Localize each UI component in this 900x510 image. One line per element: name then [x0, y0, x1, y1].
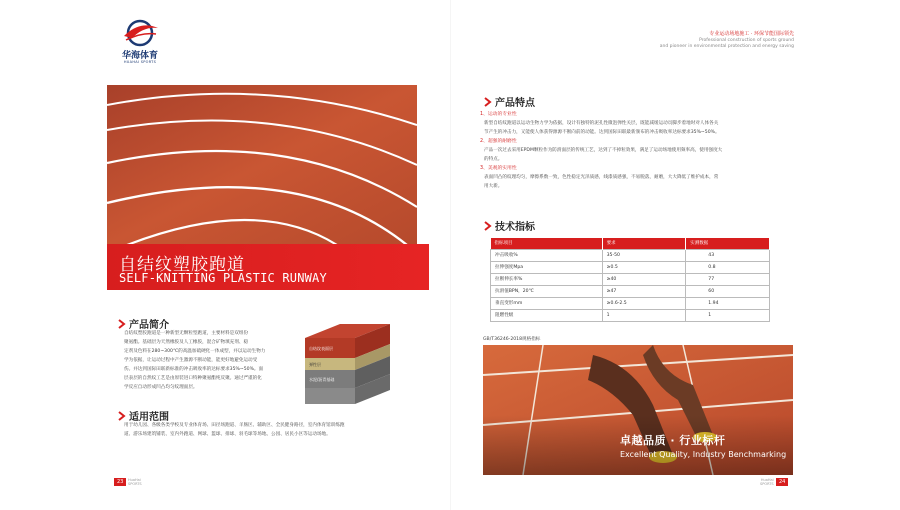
intro-line: 层表层的自然纹工艺是由原装进口特种聚氨酯纯反聚。通过严谨的化: [124, 376, 262, 381]
feature-item: [480, 110, 790, 137]
table-row: [491, 297, 770, 309]
scope-line: 用于幼儿园、各级各类学校及专业体育场、田径场跑道、羊肠区、辅助区、全民健身路径，室内体育馆训练跑: [124, 423, 345, 428]
spec-cell: 抗滑值BPN，20℃: [491, 285, 603, 297]
spec-cell: 1: [686, 309, 770, 321]
product-title-en: SELF-KNITTING PLASTIC RUNWAY: [119, 271, 327, 285]
spec-cell: 77: [686, 273, 770, 285]
intro-line: 伤。并达到国际田联新标准的冲击吸收率的达标要求35%~50%。面: [124, 367, 264, 372]
feature-line: 的特点。: [484, 157, 503, 162]
slogan-en: Excellent Quality, Industry Benchmarking: [620, 450, 787, 459]
spec-cell: 43: [686, 249, 770, 261]
intro-line: 学为依据，让运动过程中产生激源不断动能，能更好地避免运动受: [124, 358, 258, 363]
product-title-cn: 自结纹塑胶跑道: [119, 255, 245, 275]
feature-title: 2、超强的耐磨性: [480, 139, 517, 144]
spec-cell: ≥0.5: [602, 261, 686, 273]
spec-header: 实测数据: [686, 238, 770, 249]
spec-cell: ≥0.6-2.5: [602, 297, 686, 309]
logo-icon: [118, 18, 162, 48]
spec-cell: 垂直变形mm: [491, 297, 603, 309]
layer-diagram: [305, 320, 390, 410]
page-number-left: 23: [114, 478, 126, 486]
brand-logo: [110, 18, 170, 66]
slogan: [620, 432, 786, 459]
intro-line: 聚氨酯。基础层为天然橡胶及人工橡胶，混合矿物填充剂、稳: [124, 340, 249, 345]
table-row: [491, 261, 770, 273]
table-row: [491, 309, 770, 321]
spec-header: 指标项目: [491, 238, 603, 249]
feature-title: 1、运动的专业性: [480, 112, 517, 117]
tagline-en-1: Professional construction of sports ground: [699, 38, 794, 43]
track-photo: [107, 85, 417, 245]
feature-line: 节产生的冲击力，又能使人体获得源源不断向前的动能。达到国际田联最新颁布的冲击吸收率达标要求35%~50%。: [484, 130, 720, 135]
feature-line: 新型自结纹跑道以运动生物力学为依据，设计有独特的泥孔性微泡弹性关层，既能减缓运动员脚步着地时对人体各关: [484, 121, 719, 126]
track-image: [107, 85, 417, 245]
spec-cell: 拉断伸长率%: [491, 273, 603, 285]
features-list: [480, 110, 790, 191]
page-gutter: [450, 0, 451, 510]
layer-label-mid: 弹性层: [309, 362, 321, 367]
spec-header-row: [491, 238, 770, 249]
tagline-cn: 专业运动场地施工 · 环保节能国际领先: [709, 31, 794, 37]
intro-line: 定剂及色料在280~300℃的高温加硫硬化一体成型，并以运动生物力: [124, 349, 266, 354]
scope-text: [124, 421, 424, 439]
table-row: [491, 249, 770, 261]
scope-title: 适用范围: [129, 412, 169, 423]
product-title-banner: [107, 244, 429, 290]
feature-line: 用大新。: [484, 184, 503, 189]
layer-label-base: 水泥/沥青基础: [309, 377, 335, 382]
intro-line: 自结纹塑胶跑道是一种新型无颗粒型跑道，主要材料是双组份: [124, 331, 249, 336]
intro-title: 产品简介: [129, 320, 169, 331]
spec-cell: 0.8: [686, 261, 770, 273]
table-row: [491, 273, 770, 285]
chevron-icon: [118, 411, 126, 421]
features-heading: [484, 94, 535, 109]
feature-title: 3、美观的实用性: [480, 166, 517, 171]
specs-heading: [484, 218, 535, 233]
header-tagline: [594, 30, 794, 49]
brand-name: 华海体育: [121, 51, 158, 61]
intro-line: 学反应自动形成凹凸均匀纹理面层。: [124, 385, 198, 390]
intro-text: [124, 329, 304, 392]
layer-cross-section: [305, 320, 390, 410]
tagline-en-2: and pioneer in environmental protection and energy saving: [659, 43, 794, 49]
page-meta-right: [760, 478, 774, 486]
feature-line: 表面凹凸的纹理均匀，摩擦系数一致，色性稳定光泽质感，线漆质感强，不易脱落，耐磨，大大降低了维护成本，常: [484, 175, 719, 180]
spec-standard-note: GB/T36246-2018规格指标: [483, 337, 541, 342]
spec-cell: 拉伸强度Mpa: [491, 261, 603, 273]
page-meta-left-2: SPORTS: [128, 482, 142, 486]
page-meta-right-1: HuaHai: [760, 478, 774, 482]
spec-cell: ≥47: [602, 285, 686, 297]
features-title: 产品特点: [495, 98, 535, 109]
feature-item: [480, 164, 790, 191]
page-meta-left-1: HuaHai: [128, 478, 141, 482]
layer-label-top: 自结纹表面层: [309, 346, 333, 351]
slogan-cn: 卓越品质 · 行业标杆: [620, 434, 726, 447]
feature-item: [480, 137, 790, 164]
spec-cell: ≥40: [602, 273, 686, 285]
chevron-icon: [484, 221, 492, 231]
spec-cell: 阻燃性级: [491, 309, 603, 321]
spec-cell: 1.94: [686, 297, 770, 309]
spec-header: 要求: [602, 238, 686, 249]
spec-cell: 1: [602, 309, 686, 321]
page-number-right: 24: [776, 478, 788, 486]
spec-cell: 60: [686, 285, 770, 297]
scope-line: 道、游乐场建筑铺装、室内外跑道、网球、篮球、排球、羽毛球等场地、公园、居民小区等运动场地。: [124, 432, 331, 437]
table-row: [491, 285, 770, 297]
chevron-icon: [118, 319, 126, 329]
spec-table: [490, 238, 770, 322]
spec-cell: 35-50: [602, 249, 686, 261]
feature-line: 产品一次过去采用EPDM颗粒作为防滑面层的传统工艺，达到了不掉粒效果，满足了运动场地使用频率高，使用强度大: [484, 148, 723, 153]
page-meta-right-2: SPORTS: [760, 482, 774, 486]
spec-cell: 冲击吸收%: [491, 249, 603, 261]
chevron-icon: [484, 97, 492, 107]
brand-name-en: HUAHAI SPORTS: [123, 60, 157, 64]
page-meta-left: [128, 478, 142, 486]
specs-title: 技术指标: [495, 222, 535, 233]
